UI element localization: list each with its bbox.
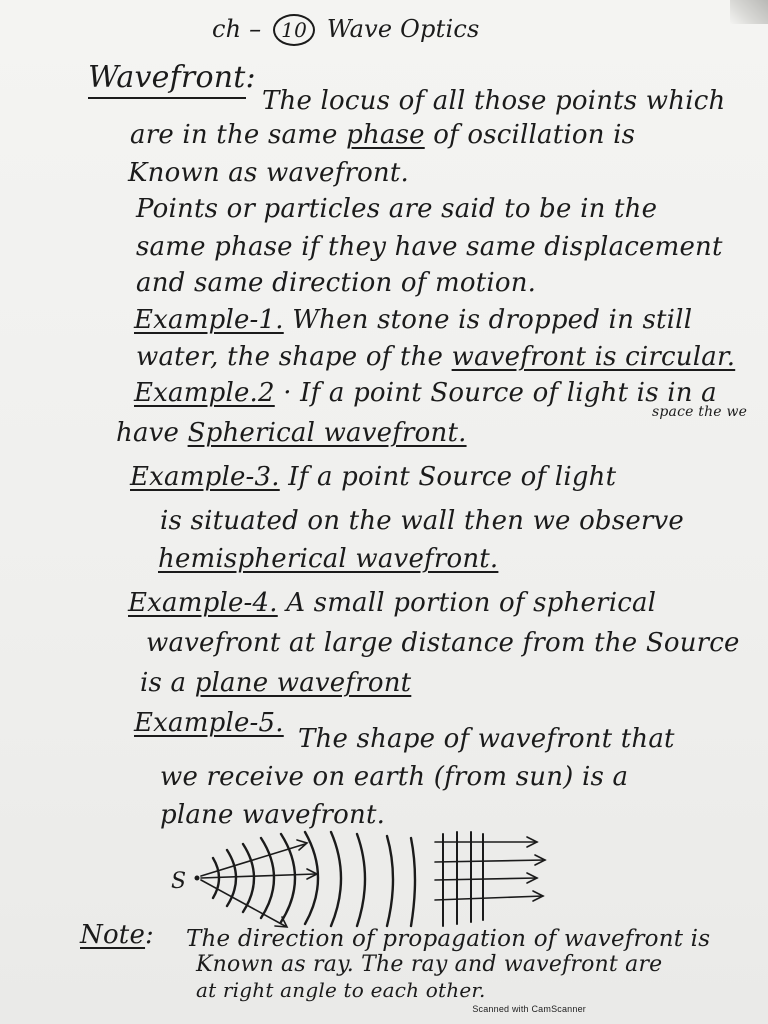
example-4-text: A small portion of spherical xyxy=(277,588,657,618)
example-2-text: · If a point Source of light is in a xyxy=(274,378,717,408)
chapter-title: Wave Optics xyxy=(326,15,480,43)
page-corner-shadow xyxy=(730,0,768,24)
example-3-line-1 xyxy=(130,462,616,492)
definition-line-2 xyxy=(130,120,635,150)
plane-ray-4 xyxy=(435,896,543,900)
points-line-2: same phase if they have same displacement xyxy=(136,232,723,262)
example-2-label: Example.2 xyxy=(134,378,275,408)
example-5-label: Example-5. xyxy=(134,708,284,738)
definition-line-3: Known as wavefront. xyxy=(128,158,409,188)
wavefront-heading-colon: : xyxy=(245,60,256,95)
example-4-line-3a: is a xyxy=(140,668,195,698)
wavefront-heading-text: Wavefront xyxy=(88,60,246,99)
wavefront-arc-7 xyxy=(331,832,341,926)
definition-line-1: The locus of all those points which xyxy=(262,86,726,116)
example-1-label: Example-1. xyxy=(134,305,284,335)
spherical-wavefronts xyxy=(213,832,415,926)
note-line-3: at right angle to each other. xyxy=(196,978,486,1002)
example-4-line-3 xyxy=(140,668,411,698)
plane-wavefront-underlined: plane wavefront xyxy=(194,668,412,698)
wavefront-arc-8 xyxy=(357,834,365,926)
phase-underlined: phase xyxy=(346,120,425,150)
example-1-text: When stone is dropped in still xyxy=(283,305,693,335)
example-1-line-1 xyxy=(134,305,692,335)
note-line-2: Known as ray. The ray and wavefront are xyxy=(196,952,663,977)
hemispherical-wavefront-underlined: hemispherical wavefront. xyxy=(158,544,499,574)
definition-line-2c: of oscillation is xyxy=(424,120,636,150)
example-3-label: Example-3. xyxy=(130,462,280,492)
example-4-line-1 xyxy=(128,588,656,618)
note-colon: : xyxy=(145,920,155,950)
scanner-watermark: Scanned with CamScanner xyxy=(472,1004,586,1014)
note-label: Note xyxy=(80,920,146,950)
example-3-text: If a point Source of light xyxy=(279,462,617,492)
example-4-line-2: wavefront at large distance from the Source xyxy=(146,628,740,658)
note-heading xyxy=(80,920,154,950)
wavefront-arc-3 xyxy=(243,844,254,912)
plane-ray-3 xyxy=(435,878,537,880)
definition-line-2a: are in the same xyxy=(130,120,347,150)
example-5-line-1: The shape of wavefront that xyxy=(298,724,675,754)
example-5-line-3: plane wavefront. xyxy=(160,800,386,830)
circular-wavefront-underlined: wavefront is circular. xyxy=(451,342,736,372)
example-3-line-2: is situated on the wall then we observe xyxy=(160,506,685,536)
example-5-line-2: we receive on earth (from sun) is a xyxy=(160,762,629,792)
example-1-line-2a: water, the shape of the xyxy=(136,342,452,372)
example-2-note: space the we xyxy=(652,404,748,420)
chapter-header xyxy=(212,14,479,46)
chapter-prefix: ch – xyxy=(212,15,262,43)
spherical-wavefront-underlined: Spherical wavefront. xyxy=(187,418,467,448)
example-1-line-2 xyxy=(136,342,735,372)
example-3-line-3 xyxy=(158,544,498,574)
wavefront-arc-4 xyxy=(261,838,274,918)
example-4-label: Example-4. xyxy=(128,588,278,618)
rays xyxy=(201,837,545,927)
example-2-line-1 xyxy=(134,378,717,408)
wavefront-arc-10 xyxy=(411,838,415,926)
source-label: S xyxy=(171,869,187,894)
example-2-line-2a: have xyxy=(116,418,188,448)
wavefront-arc-9 xyxy=(387,836,393,926)
points-line-1: Points or particles are said to be in the xyxy=(136,194,658,224)
wavefront-diagram xyxy=(165,822,585,930)
source-point xyxy=(195,876,200,881)
example-2-line-2 xyxy=(116,418,467,448)
chapter-number-circle: 10 xyxy=(273,14,315,46)
plane-ray-2 xyxy=(435,860,545,862)
points-line-3: and same direction of motion. xyxy=(136,268,537,298)
wavefront-heading xyxy=(88,60,256,95)
example-5-label-line xyxy=(134,708,284,738)
wavefront-arc-6 xyxy=(305,832,318,924)
note-line-1: The direction of propagation of wavefront is xyxy=(186,926,711,952)
